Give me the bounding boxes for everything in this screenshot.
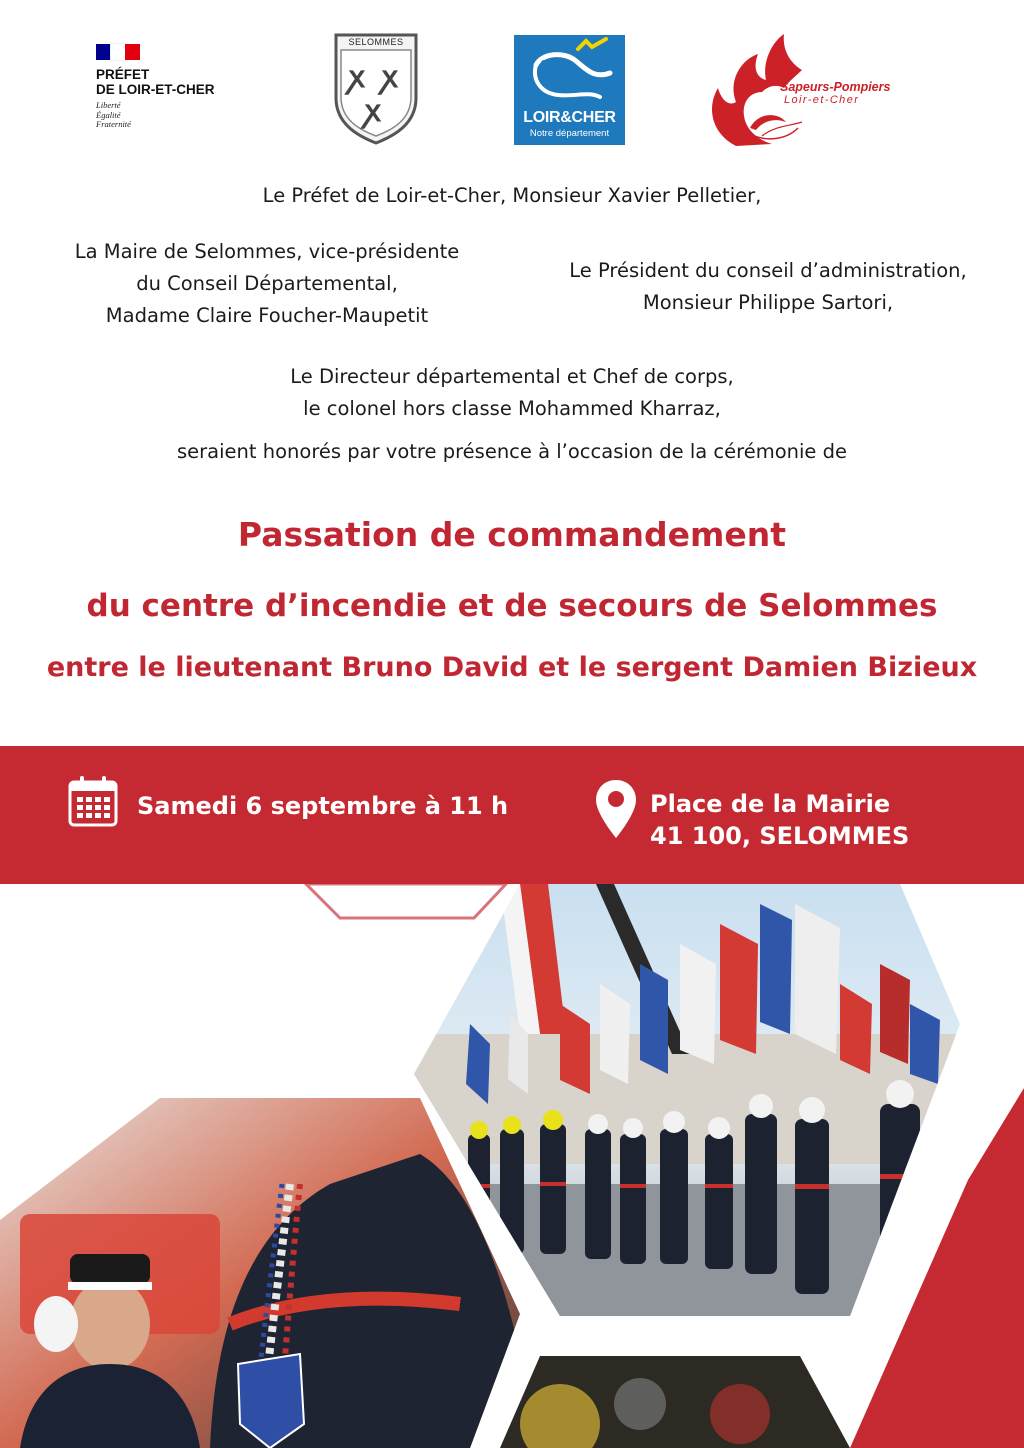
shield-icon: [332, 32, 420, 146]
event-title-line-1: Passation de commandement: [237, 515, 787, 554]
host-directeur-line-2: le colonel hors classe Mohammed Kharraz,: [303, 397, 721, 420]
event-place-line-2: 41 100, SELOMMES: [650, 822, 910, 850]
host-prefet: [0, 180, 1024, 212]
event-place-line-1: Place de la Mairie: [650, 790, 891, 818]
intro-sentence-text: seraient honorés par votre présence à l’occasion de la cérémonie de: [177, 440, 847, 463]
host-president-line-1: Le Président du conseil d’administration,: [569, 259, 967, 282]
svg-text:ꭗ: ꭗ: [382, 60, 398, 95]
selommes-logo-label: SELOMMES: [348, 37, 404, 47]
french-flag-icon: [96, 44, 140, 60]
host-directeur-line-1: Le Directeur départemental et Chef de corps,: [290, 365, 734, 388]
event-title-line-3: entre le lieutenant Bruno David et le sergent Damien Bizieux: [46, 652, 978, 683]
host-president: [512, 255, 1024, 319]
host-maire-line-1: La Maire de Selommes, vice-présidente: [74, 240, 460, 263]
ceremony-photos-illustration: [0, 884, 1024, 1448]
prefet-logo: [96, 44, 246, 144]
intro-sentence: [0, 436, 1024, 468]
host-directeur: [0, 361, 1024, 425]
loir-et-cher-logo-tagline: Notre département: [529, 128, 610, 139]
selommes-coat-of-arms-logo: [332, 32, 420, 146]
event-date: Samedi 6 septembre à 11 h: [137, 792, 509, 820]
event-details-band: [0, 746, 1024, 884]
host-maire: [14, 236, 520, 332]
host-maire-line-3: Madame Claire Foucher-Maupetit: [105, 304, 429, 327]
loir-et-cher-logo: [514, 35, 625, 145]
svg-text:ꭗ: ꭗ: [365, 94, 381, 129]
sapeurs-pompiers-logo: [706, 30, 946, 152]
host-maire-line-2: du Conseil Départemental,: [136, 272, 398, 295]
event-title-line-2: du centre d’incendie et de secours de Selommes: [86, 588, 938, 624]
salamander-icon: [514, 35, 625, 109]
calendar-icon: [67, 774, 119, 828]
loir-et-cher-logo-name: LOIR&CHER: [523, 109, 616, 126]
prefet-logo-name: PRÉFET DE LOIR-ET-CHER: [96, 67, 215, 97]
sapeurs-pompiers-logo-name: Sapeurs-Pompiers: [780, 80, 891, 94]
photo-collage: [0, 884, 1024, 1448]
prefet-logo-motto: Liberté Égalité Fraternité: [96, 100, 131, 129]
host-prefet-line: Le Préfet de Loir-et-Cher, Monsieur Xavier Pelletier,: [262, 184, 762, 207]
host-president-line-2: Monsieur Philippe Sartori,: [642, 291, 894, 314]
svg-text:ꭗ: ꭗ: [349, 60, 365, 95]
location-pin-icon: [594, 778, 638, 840]
event-place: [650, 788, 909, 852]
decorative-outline-shape: [306, 884, 506, 918]
bottom-partial-photo: [480, 1344, 880, 1448]
sapeurs-pompiers-logo-sub: Loir-et-Cher: [784, 94, 860, 106]
